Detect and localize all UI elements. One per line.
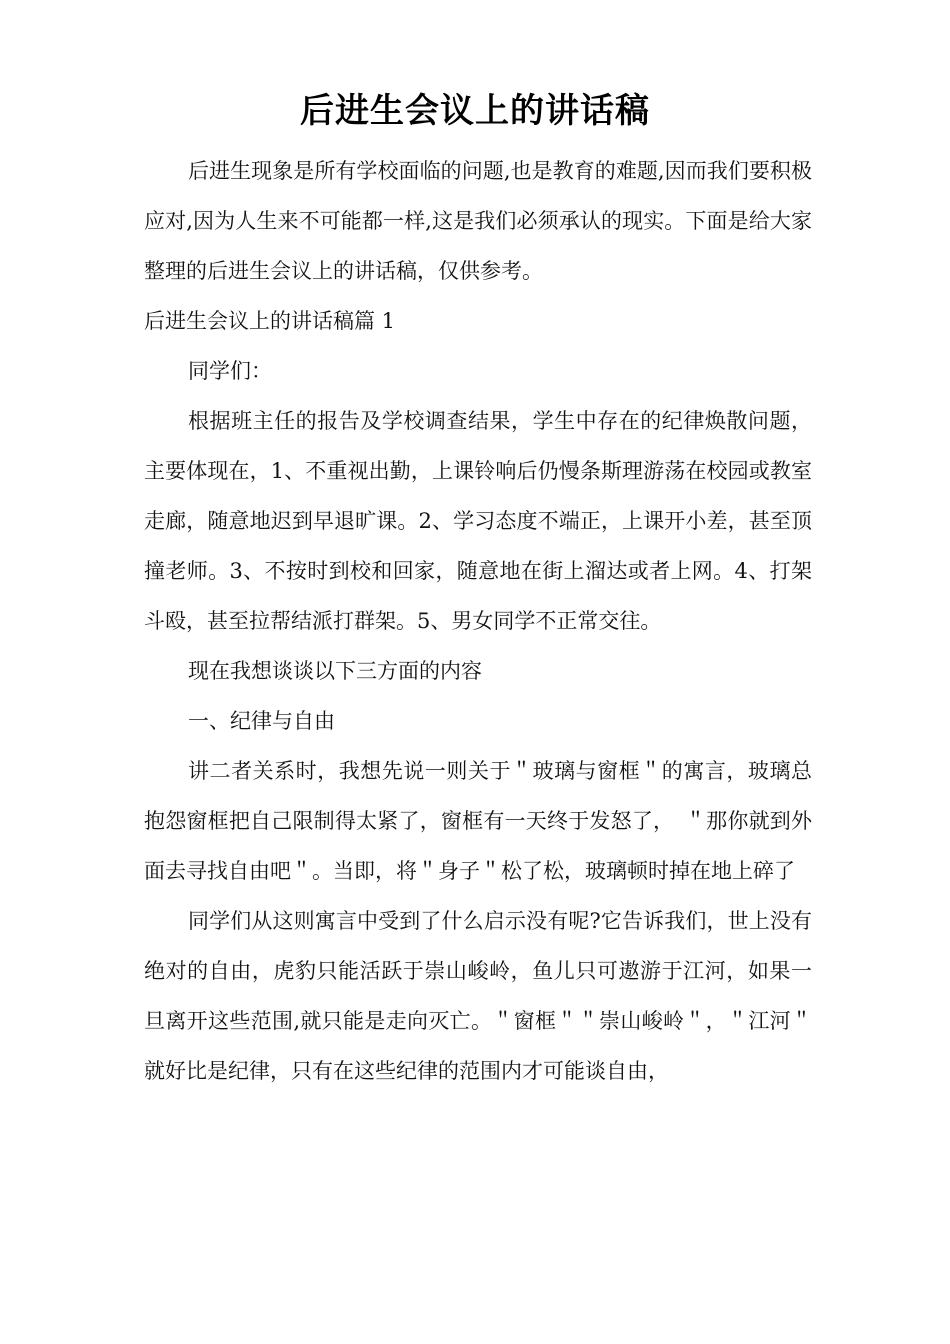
section-heading: 后进生会议上的讲话稿篇 1: [144, 309, 396, 333]
document-body: [144, 146, 812, 1096]
salutation: 同学们：: [188, 359, 272, 383]
discipline-issues-paragraph: 根据班主任的报告及学校调查结果，学生中存在的纪律焕散问题，主要体现在，1、不重视出勤，上课铃响后仍慢条斯理游荡在校园或教室走廊，随意地迟到早退旷课。2、学习态度不端正，上课开小差，甚至顶撞老师。3、不按时到校和回家，随意地在街上溜达或者上网。4、打架斗殴，甚至拉帮结派打群架。5、男女同学不正常交往。: [144, 409, 812, 633]
fable-paragraph: 讲二者关系时，我想先说一则关于＂玻璃与窗框＂的寓言，玻璃总抱怨窗框把自己限制得太紧了，窗框有一天终于发怒了， ＂那你就到外面去寻找自由吧＂。当即，将＂身子＂松了松，玻璃顿时掉在地上碎了: [144, 759, 812, 883]
subheading-discipline-freedom: 一、纪律与自由: [188, 709, 335, 733]
document-title: 后进生会议上的讲话稿: [300, 91, 650, 131]
lesson-paragraph: 同学们从这则寓言中受到了什么启示没有呢?它告诉我们，世上没有绝对的自由，虎豹只能活跃于崇山峻岭，鱼儿只可遨游于江河，如果一旦离开这些范围,就只能是走向灭亡。＂窗框＂＂崇山峻岭＂，＂江河＂就好比是纪律，只有在这些纪律的范围内才可能谈自由，: [144, 909, 812, 1083]
topics-intro-paragraph: 现在我想谈谈以下三方面的内容: [188, 659, 482, 683]
intro-paragraph: 后进生现象是所有学校面临的问题,也是教育的难题,因而我们要积极应对,因为人生来不可能都一样,这是我们必须承认的现实。下面是给大家整理的后进生会议上的讲话稿，仅供参考。: [144, 159, 812, 283]
